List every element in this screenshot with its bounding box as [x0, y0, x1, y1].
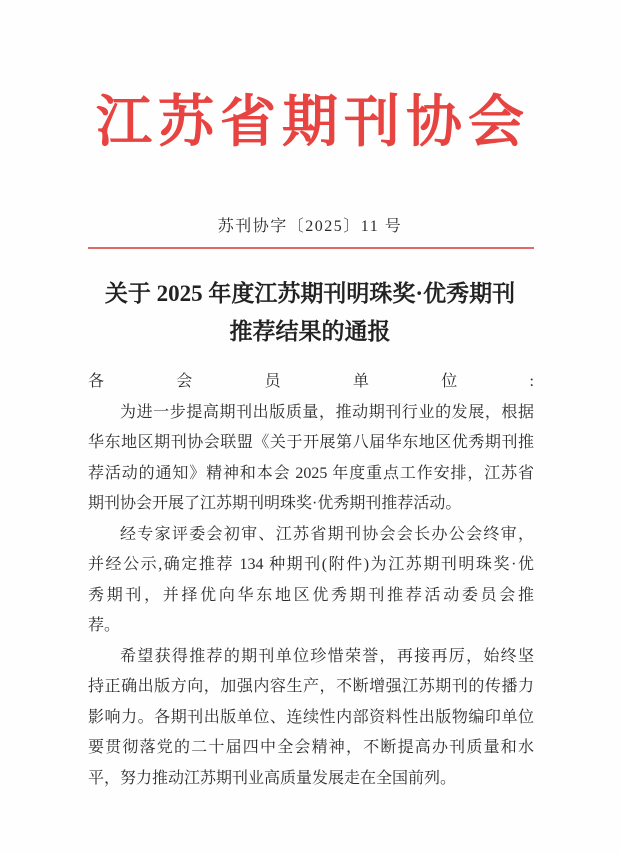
body-line: 荐。	[88, 617, 121, 634]
body-line: 持正确出版方向，加强内容生产，不断增强江苏期刊的传播力	[88, 678, 534, 695]
body-line: 期刊协会开展了江苏期刊明珠奖·优秀期刊推荐活动。	[88, 495, 462, 512]
paragraph-2	[88, 520, 534, 642]
body-line: 并经公示,确定推荐 134 种期刊(附件)为江苏期刊明珠奖·优	[88, 556, 534, 573]
body-line: 华东地区期刊协会联盟《关于开展第八届华东地区优秀期刊推	[88, 434, 534, 451]
body-line: 秀期刊，并择优向华东地区优秀期刊推荐活动委员会推	[88, 586, 534, 604]
body-line: 平，努力推动江苏期刊业高质量发展走在全国前列。	[88, 769, 457, 787]
document-number: 苏刊协字〔2025〕11 号	[217, 218, 403, 235]
body-line: 要贯彻落党的二十届四中全会精神，不断提高办刊质量和水	[88, 739, 534, 756]
document-title	[0, 275, 620, 351]
body-line: 经专家评委会初审、江苏省期刊协会会长办公会终审，	[120, 525, 534, 543]
org-name-header: 江苏省期刊协会	[96, 92, 530, 154]
paragraph-3	[88, 642, 534, 795]
document-title-line: 推荐结果的通报	[229, 319, 391, 344]
body-line: 为进一步提高期刊出版质量，推动期刊行业的发展，根据	[120, 403, 534, 421]
body-line: 希望获得推荐的期刊单位珍惜荣誉，再接再厉，始终坚	[120, 647, 534, 665]
document-body	[88, 367, 534, 794]
document-title-line: 关于 2025 年度江苏期刊明珠奖·优秀期刊	[104, 281, 516, 306]
body-line: 影响力。各期刊出版单位、连续性内部资料性出版物编印单位	[88, 708, 534, 726]
body-line: 荐活动的通知》精神和本会 2025 年度重点工作安排，江苏省	[88, 464, 534, 482]
paragraph-1	[88, 398, 534, 520]
salutation: 各会员单位:	[88, 373, 534, 390]
red-divider-line	[88, 247, 534, 249]
